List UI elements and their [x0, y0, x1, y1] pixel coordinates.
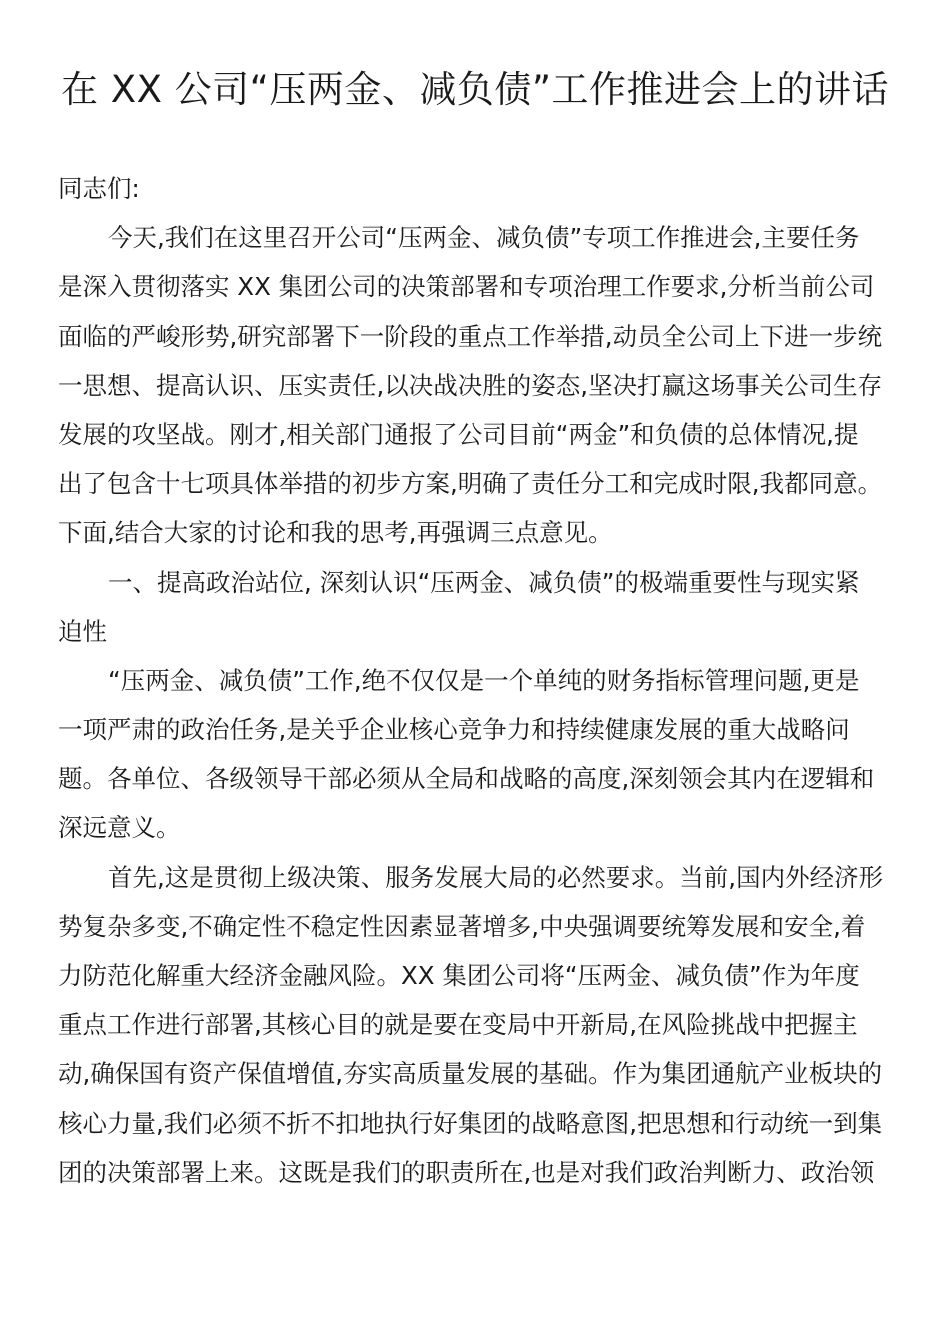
paragraph-line: 出了包含十七项具体举措的初步方案,明确了责任分工和完成时限,我都同意。: [58, 469, 883, 499]
paragraph-line: 深远意义。: [58, 813, 181, 843]
paragraph-line: 今天,我们在这里召开公司“压两金、减负债”专项工作推进会,主要任务: [108, 223, 860, 253]
salutation-line: 同志们:: [58, 174, 140, 203]
paragraph-line: 一思想、提高认识、压实责任,以决战决胜的姿态,坚决打赢这场事关公司生存: [58, 370, 883, 400]
paragraph-line: 发展的攻坚战。刚才,相关部门通报了公司目前“两金”和负债的总体情况,提: [58, 419, 859, 449]
section-heading-line: 迫性: [58, 616, 107, 646]
paragraph-line: 动,确保国有资产保值增值,夯实高质量发展的基础。作为集团通航产业板块的: [58, 1059, 883, 1089]
paragraph-line: “压两金、减负债”工作,绝不仅仅是一个单纯的财务指标管理问题,更是: [108, 665, 860, 695]
document-body: [58, 164, 894, 1197]
paragraph-line: 题。各单位、各级领导干部必须从全局和战略的高度,深刻领会其内在逻辑和: [58, 764, 875, 794]
paragraph-line: 首先,这是贯彻上级决策、服务发展大局的必然要求。当前,国内外经济形: [108, 862, 884, 892]
paragraph-line: 重点工作进行部署,其核心目的就是要在变局中开新局,在风险挑战中把握主: [58, 1010, 858, 1040]
section-heading-line: 一、提高政治站位, 深刻认识“压两金、减负债”的极端重要性与现实紧: [108, 567, 860, 597]
paragraph-line: 面临的严峻形势,研究部署下一阶段的重点工作举措,动员全公司上下进一步统: [58, 321, 883, 351]
document-title: 在 XX 公司“压两金、减负债”工作推进会上的讲话: [60, 68, 890, 111]
paragraph-line: 下面,结合大家的讨论和我的思考,再强调三点意见。: [58, 518, 613, 548]
paragraph-line: 是深入贯彻落实 XX 集团公司的决策部署和专项治理工作要求,分析当前公司: [58, 272, 875, 302]
paragraph-line: 团的决策部署上来。这既是我们的职责所在,也是对我们政治判断力、政治领: [58, 1157, 875, 1187]
paragraph-line: 一项严肃的政治任务,是关乎企业核心竞争力和持续健康发展的重大战略问: [58, 715, 850, 745]
paragraph-line: 力防范化解重大经济金融风险。XX 集团公司将“压两金、减负债”作为年度: [58, 961, 860, 990]
paragraph-line: 势复杂多变,不确定性不稳定性因素显著增多,中央强调要统筹发展和安全,着: [58, 911, 866, 941]
paragraph-line: 核心力量,我们必须不折不扣地执行好集团的战略意图,把思想和行动统一到集: [58, 1108, 883, 1138]
